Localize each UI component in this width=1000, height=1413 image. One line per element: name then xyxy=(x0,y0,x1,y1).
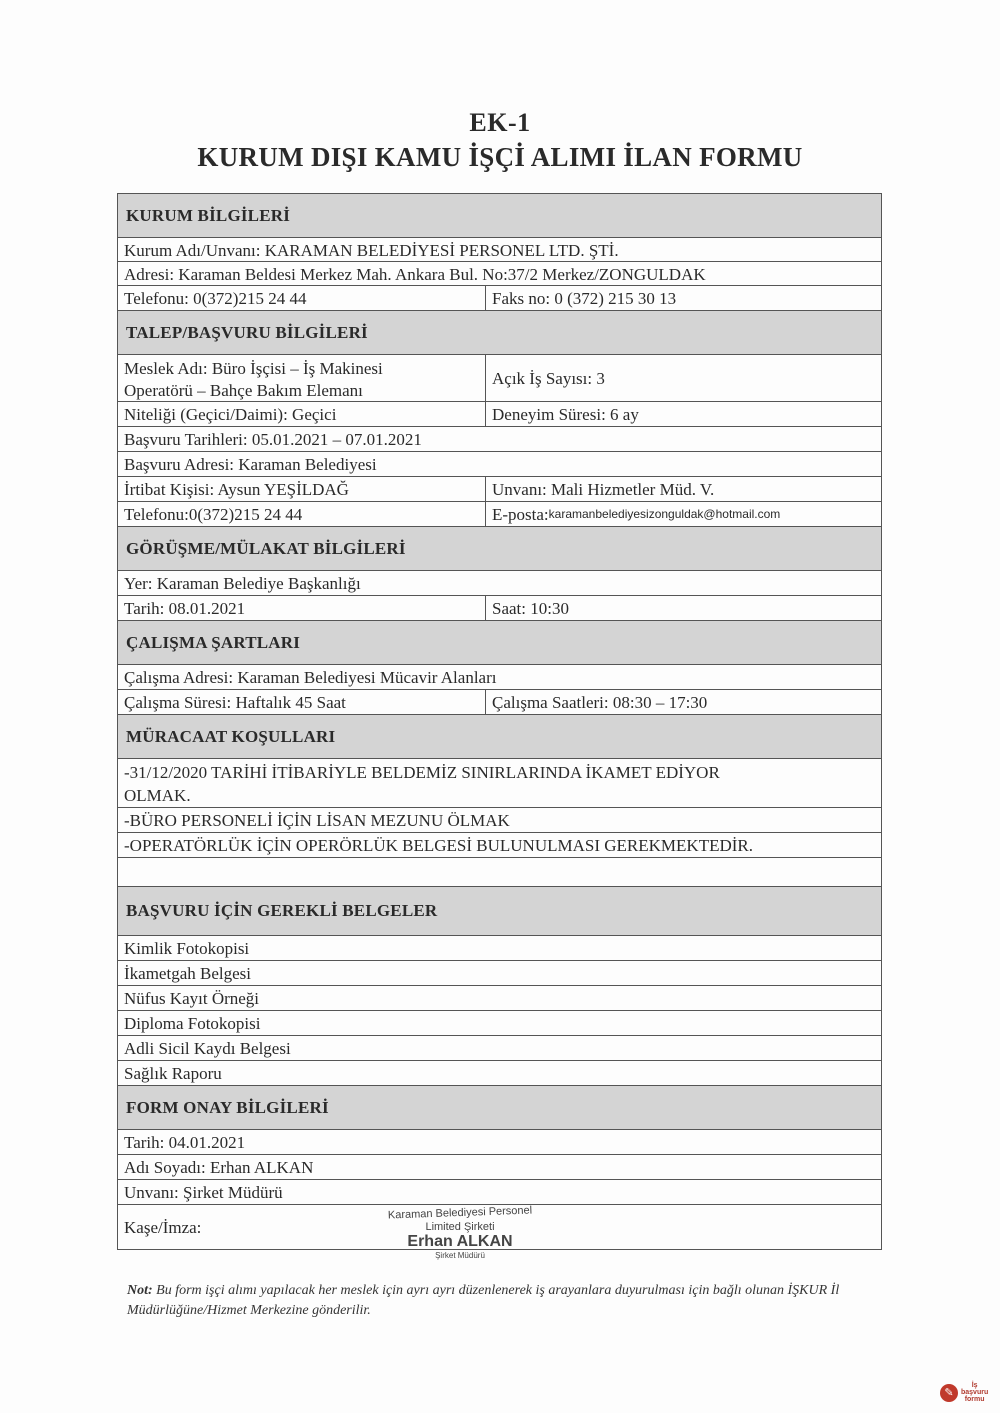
kurum-name: Kurum Adı/Unvanı: KARAMAN BELEDİYESİ PERSONEL LTD. ŞTİ. xyxy=(124,240,619,260)
document-item xyxy=(118,1011,881,1036)
onay-name: Adı Soyadı: Erhan ALKAN xyxy=(124,1158,314,1177)
muracaat-empty-row xyxy=(118,858,881,886)
document-item xyxy=(118,986,881,1011)
section-header-talep: TALEP/BAŞVURU BİLGİLERİ xyxy=(118,310,881,355)
form-icon: ✎ xyxy=(940,1384,958,1402)
talep-contact-row xyxy=(118,477,881,502)
muracaat-condition-row xyxy=(118,833,881,858)
kurum-contact-row xyxy=(118,286,881,310)
document-item xyxy=(118,1061,881,1085)
empty-cell xyxy=(118,858,881,886)
gorusme-datetime-row xyxy=(118,596,881,620)
gorusme-time: Saat: 10:30 xyxy=(492,599,569,618)
document-item-label: Diploma Fotokopisi xyxy=(124,1014,261,1033)
talep-email-cell xyxy=(486,502,881,526)
onay-title: Unvanı: Şirket Müdürü xyxy=(124,1183,283,1202)
section-header-belgeler: BAŞVURU İÇİN GEREKLİ BELGELER xyxy=(118,886,881,936)
gorusme-date: Tarih: 08.01.2021 xyxy=(118,596,486,620)
muracaat-condition-1 xyxy=(118,759,881,807)
section-header-muracaat: MÜRACAAT KOŞULLARI xyxy=(118,714,881,759)
job-posting-form xyxy=(117,193,882,1250)
kurum-address-row xyxy=(118,262,881,286)
talep-contact-person: İrtibat Kişisi: Aysun YEŞİLDAĞ xyxy=(118,477,486,501)
occupation-line-2: Operatörü – Bahçe Bakım Elemanı xyxy=(124,381,363,400)
muracaat-condition-row xyxy=(118,808,881,833)
calisma-address-row xyxy=(118,665,881,690)
calisma-duration: Çalışma Süresi: Haftalık 45 Saat xyxy=(118,690,486,714)
email-label: E-posta: xyxy=(492,505,549,524)
kurum-phone: Telefonu: 0(372)215 24 44 xyxy=(118,286,486,310)
talep-experience: Deneyim Süresi: 6 ay xyxy=(492,405,639,424)
talep-address: Başvuru Adresi: Karaman Belediyesi xyxy=(124,455,377,474)
section-header-kurum: KURUM BİLGİLERİ xyxy=(118,193,881,238)
annex-label: EK-1 xyxy=(469,108,531,137)
document-item-label: Nüfus Kayıt Örneği xyxy=(124,989,260,1008)
talep-nature: Niteliği (Geçici/Daimi): Geçici xyxy=(118,402,486,426)
document-item xyxy=(118,1036,881,1061)
kurum-name-row xyxy=(118,238,881,262)
talep-nature-row xyxy=(118,402,881,427)
talep-dates-row xyxy=(118,427,881,452)
document-item-label: İkametgah Belgesi xyxy=(124,964,251,983)
calisma-time-row xyxy=(118,690,881,714)
section-header-onay: FORM ONAY BİLGİLERİ xyxy=(118,1085,881,1130)
onay-name-row xyxy=(118,1155,881,1180)
footnote-label: Not: xyxy=(127,1283,153,1298)
watermark-line: formu xyxy=(964,1396,985,1403)
talep-occupation-row xyxy=(118,355,881,402)
muracaat-condition-3: -OPERATÖRLÜK İÇİN OPERÖRLÜK BELGESİ BULUNULMASI GEREKMEKTEDİR. xyxy=(124,836,753,855)
document-item-label: Adli Sicil Kaydı Belgesi xyxy=(124,1039,291,1058)
stamp-line-title: Şirket Müdürü xyxy=(435,1251,485,1260)
talep-open-jobs: Açık İş Sayısı: 3 xyxy=(492,369,605,388)
kurum-address: Adresi: Karaman Beldesi Merkez Mah. Ankara Bul. No:37/2 Merkez/ZONGULDAK xyxy=(124,264,706,284)
document-item xyxy=(118,961,881,986)
watermark-line: başvuru xyxy=(961,1389,989,1396)
muracaat-condition-row xyxy=(118,759,881,808)
document-item-label: Sağlık Raporu xyxy=(124,1064,222,1083)
stamp-line-name: Erhan ALKAN xyxy=(407,1233,513,1250)
document-item xyxy=(118,936,881,961)
gorusme-place: Yer: Karaman Belediye Başkanlığı xyxy=(124,574,361,593)
stamp-line-company: Karaman Belediyesi Personel xyxy=(387,1204,533,1222)
onay-title-row xyxy=(118,1180,881,1205)
watermark-line: İş xyxy=(971,1382,978,1389)
calisma-address: Çalışma Adresi: Karaman Belediyesi Mücavir Alanları xyxy=(124,668,497,687)
section-header-gorusme: GÖRÜŞME/MÜLAKAT BİLGİLERİ xyxy=(118,526,881,571)
footnote-text: Bu form işçi alımı yapılacak her meslek için ayrı ayrı düzenlenerek iş arayanlara duyurulması için bağlı olunan İŞKUR İl Müdürlüğüne/Hizmet Merkezine gönderilir. xyxy=(127,1283,840,1318)
kurum-fax: Faks no: 0 (372) 215 30 13 xyxy=(492,289,677,308)
talep-occupation xyxy=(118,355,486,401)
stamp-line-type: Limited Şirketi xyxy=(425,1221,495,1233)
occupation-line-1: Meslek Adı: Büro İşçisi – İş Makinesi xyxy=(124,359,383,378)
section-header-calisma: ÇALIŞMA ŞARTLARI xyxy=(118,620,881,665)
talep-address-row xyxy=(118,452,881,477)
condition-line: OLMAK. xyxy=(124,786,191,805)
onay-date-row xyxy=(118,1130,881,1155)
talep-phone: Telefonu:0(372)215 24 44 xyxy=(118,502,486,526)
talep-contact-title: Unvanı: Mali Hizmetler Müd. V. xyxy=(492,480,715,499)
talep-phone-row xyxy=(118,502,881,526)
document-title: KURUM DIŞI KAMU İŞÇİ ALIMI İLAN FORMU xyxy=(197,142,803,172)
watermark-text xyxy=(961,1382,988,1403)
onay-stamp-label: Kaşe/İmza: xyxy=(124,1218,202,1237)
calisma-hours: Çalışma Saatleri: 08:30 – 17:30 xyxy=(492,693,708,712)
talep-dates: Başvuru Tarihleri: 05.01.2021 – 07.01.2021 xyxy=(124,430,422,449)
watermark-logo xyxy=(940,1382,988,1403)
email-address[interactable]: karamanbelediyesizonguldak@hotmail.com xyxy=(548,507,781,521)
document-item-label: Kimlik Fotokopisi xyxy=(124,939,250,958)
onay-date: Tarih: 04.01.2021 xyxy=(124,1133,246,1152)
company-stamp xyxy=(370,1204,550,1260)
gorusme-place-row xyxy=(118,571,881,596)
footnote xyxy=(127,1281,907,1321)
muracaat-condition-2: -BÜRO PERSONELİ İÇİN LİSAN MEZUNU ÖLMAK xyxy=(124,811,510,830)
condition-line: -31/12/2020 TARİHİ İTİBARİYLE BELDEMİZ SINIRLARINDA İKAMET EDİYOR xyxy=(124,763,720,782)
